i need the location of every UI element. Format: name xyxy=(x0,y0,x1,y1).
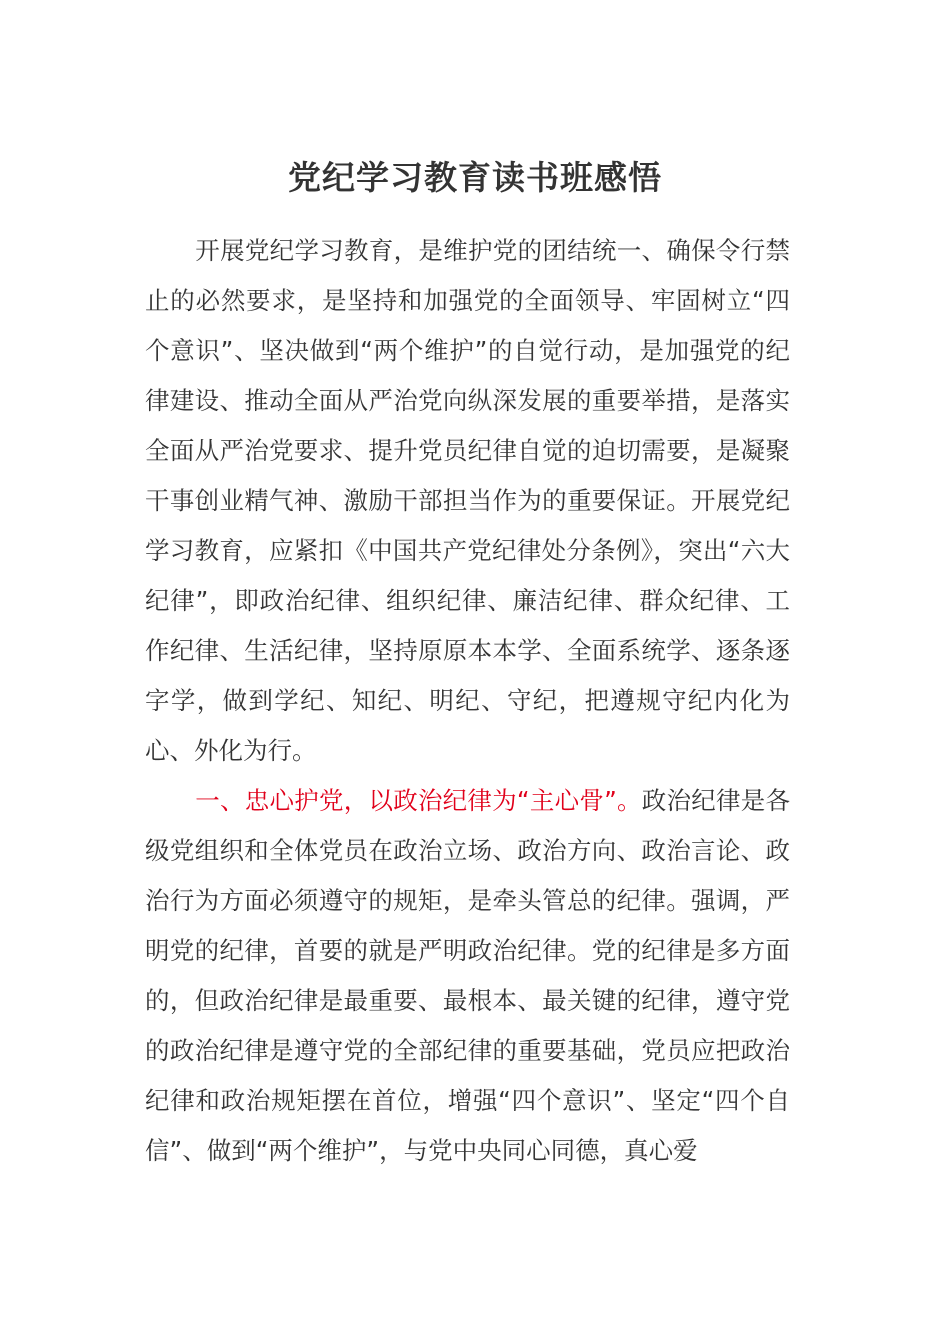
paragraph-section-1 xyxy=(145,776,790,1176)
document-title: 党纪学习教育读书班感悟 xyxy=(288,158,662,197)
section-1-body: 政治纪律是各级党组织和全体党员在政治立场、政治方向、政治言论、政治行为方面必须遵守的规矩，是牵头管总的纪律。强调，严明党的纪律，首要的就是严明政治纪律。党的纪律是多方面的，但政治纪律是最重要、最根本、最关键的纪律，遵守党的政治纪律是遵守党的全部纪律的重要基础，党员应把政治纪律和政治规矩摆在首位，增强“四个意识”、坚定“四个自信”、做到“两个维护”，与党中央同心同德，真心爱 xyxy=(145,786,791,1165)
paragraph-intro xyxy=(145,226,790,776)
section-1-heading: 一、忠心护党，以政治纪律为“主心骨”。 xyxy=(195,786,642,815)
paragraph-intro-text: 开展党纪学习教育，是维护党的团结统一、确保令行禁止的必然要求，是坚持和加强党的全面领导、牢固树立“四个意识”、坚决做到“两个维护”的自觉行动，是加强党的纪律建设、推动全面从严治党向纵深发展的重要举措，是落实全面从严治党要求、提升党员纪律自觉的迫切需要，是凝聚干事创业精气神、激励干部担当作为的重要保证。开展党纪学习教育，应紧扣《中国共产党纪律处分条例》，突出“六大纪律”，即政治纪律、组织纪律、廉洁纪律、群众纪律、工作纪律、生活纪律，坚持原原本本学、全面系统学、逐条逐字学，做到学纪、知纪、明纪、守纪，把遵规守纪内化为心、外化为行。 xyxy=(145,236,790,765)
